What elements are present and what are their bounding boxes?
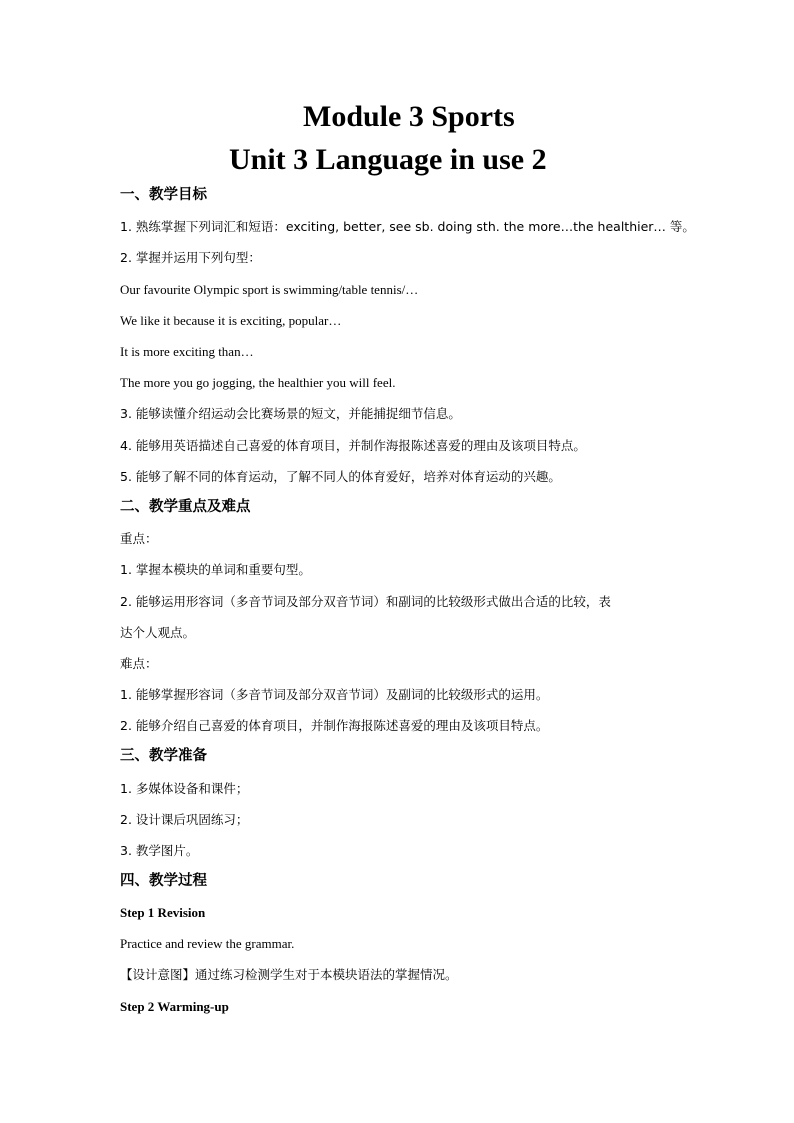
preparation-item: 3. 教学图片。 (120, 843, 199, 858)
objective-item: 2. 掌握并运用下列句型： (120, 250, 261, 265)
unit-title: Unit 3 Language in use 2 (229, 143, 547, 176)
section-heading-procedure: 四、教学过程 (120, 873, 207, 889)
sentence-pattern: Our favourite Olympic sport is swimming/table tennis/… (120, 282, 419, 297)
objective-item: 4. 能够用英语描述自己喜爱的体育项目，并制作海报陈述喜爱的理由及该项目特点。 (120, 438, 586, 453)
objective-item: 3. 能够读懂介绍运动会比赛场景的短文，并能捕捉细节信息。 (120, 406, 461, 421)
key-points-label: 重点： (120, 531, 158, 546)
key-point-item: 2. 能够运用形容词（多音节词及部分双音节词）和副词的比较级形式做出合适的比较，表 (120, 594, 611, 609)
key-point-item-continued: 达个人观点。 (120, 625, 196, 640)
design-intent: 【设计意图】通过练习检测学生对于本模块语法的掌握情况。 (120, 967, 458, 982)
key-point-item: 1. 掌握本模块的单词和重要句型。 (120, 562, 311, 577)
step-description: Practice and review the grammar. (120, 936, 295, 951)
sentence-pattern: We like it because it is exciting, popular… (120, 313, 342, 328)
difficulty-item: 2. 能够介绍自己喜爱的体育项目，并制作海报陈述喜爱的理由及该项目特点。 (120, 718, 549, 733)
objective-item: 1. 熟练掌握下列词汇和短语：exciting, better, see sb. doing sth. the more…the healthier… 等。 (120, 219, 695, 234)
preparation-item: 1. 多媒体设备和课件； (120, 781, 249, 796)
section-heading-key-points: 二、教学重点及难点 (120, 499, 251, 515)
preparation-item: 2. 设计课后巩固练习； (120, 812, 249, 827)
section-heading-preparation: 三、教学准备 (120, 748, 207, 764)
sentence-pattern: The more you go jogging, the healthier you will feel. (120, 375, 396, 390)
step-heading: Step 2 Warming-up (120, 999, 229, 1014)
sentence-pattern: It is more exciting than… (120, 344, 254, 359)
module-title: Module 3 Sports (303, 100, 515, 133)
objective-item: 5. 能够了解不同的体育运动，了解不同人的体育爱好，培养对体育运动的兴趣。 (120, 469, 561, 484)
step-heading: Step 1 Revision (120, 905, 206, 920)
difficulty-item: 1. 能够掌握形容词（多音节词及部分双音节词）及副词的比较级形式的运用。 (120, 687, 549, 702)
section-heading-objectives: 一、教学目标 (120, 187, 207, 203)
difficulties-label: 难点： (120, 656, 158, 671)
